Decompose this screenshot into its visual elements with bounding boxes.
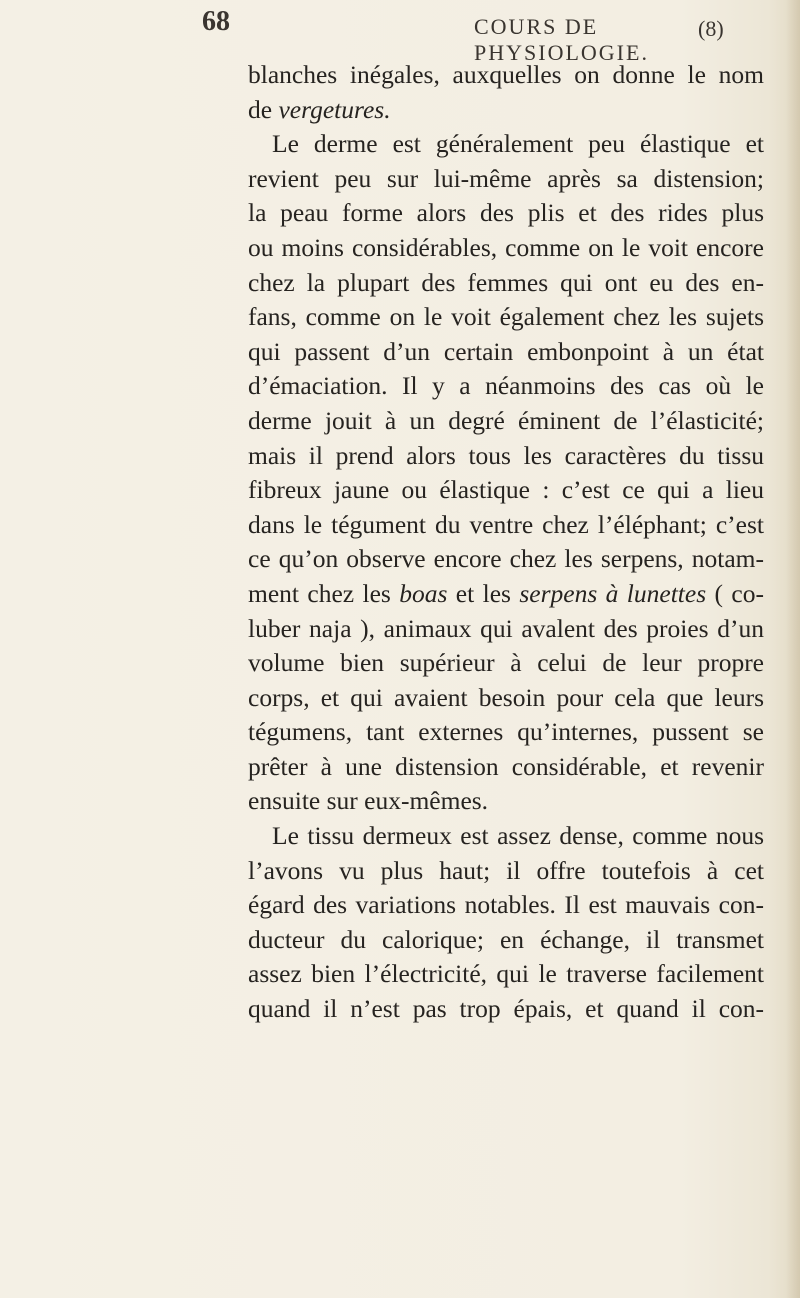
text-line: ce qu’on observe encore chez les serpens, notam-: [248, 544, 764, 574]
text-line: tégumens, tant externes qu’internes, pussent se: [248, 717, 764, 747]
text-line: ensuite sur eux-mêmes.: [248, 786, 489, 816]
text-line: assez bien l’électricité, qui le traverse facilement: [248, 959, 764, 989]
text-line: d’émaciation. Il y a néanmoins des cas où le: [248, 371, 764, 401]
text-line: volume bien supérieur à celui de leur propre: [248, 648, 764, 678]
text-line: mais il prend alors tous les caractères du tissu: [248, 440, 764, 470]
text-line: égard des variations notables. Il est mauvais con-: [248, 890, 764, 920]
body-text: [248, 58, 764, 1027]
text-line: chez la plupart des femmes qui ont eu des en-: [248, 267, 764, 297]
text-line: corps, et qui avaient besoin pour cela que leurs: [248, 682, 764, 712]
section-mark: (8): [698, 16, 724, 41]
italic-term: boas: [399, 578, 448, 608]
text-line: dans le tégument du ventre chez l’éléphant; c’est: [248, 509, 764, 539]
text-line: fibreux jaune ou élastique : c’est ce qui a lieu: [248, 475, 764, 505]
italic-term: serpens à lunettes: [519, 578, 707, 608]
page-edge-shadow: [786, 0, 800, 1298]
text-line: fans, comme on le voit également chez les sujets: [248, 302, 764, 332]
text-line: prêter à une distension considérable, et revenir: [248, 751, 764, 781]
text-line: ment chez les boas et les serpens à lunettes ( co-: [248, 578, 764, 608]
text-line: revient peu sur lui-même après sa distension;: [248, 163, 764, 193]
running-header: [202, 6, 772, 65]
text-line: l’avons vu plus haut; il offre toutefois à cet: [248, 855, 764, 885]
text-line: derme jouit à un degré éminent de l’élasticité;: [248, 405, 764, 435]
page-number: 68: [202, 6, 230, 37]
text-line: de vergetures.: [248, 94, 391, 124]
text-line: quand il n’est pas trop épais, et quand il con-: [248, 994, 764, 1024]
text-line: blanches inégales, auxquelles on donne le nom: [248, 60, 764, 89]
text-line: luber naja ), animaux qui avalent des proies d’un: [248, 613, 764, 643]
running-title: COURS DE PHYSIOLOGIE.: [474, 14, 649, 65]
italic-term: vergetures.: [278, 94, 391, 124]
paragraph-start-line: Le tissu dermeux est assez dense, comme nous: [272, 821, 764, 851]
text-line: la peau forme alors des plis et des rides plus: [248, 198, 764, 228]
text-line: qui passent d’un certain embonpoint à un état: [248, 336, 764, 366]
paragraph-start-line: Le derme est généralement peu élastique et: [272, 129, 764, 159]
text-line: ducteur du calorique; en échange, il transmet: [248, 924, 764, 954]
text-line: ou moins considérables, comme on le voit encore: [248, 232, 764, 262]
